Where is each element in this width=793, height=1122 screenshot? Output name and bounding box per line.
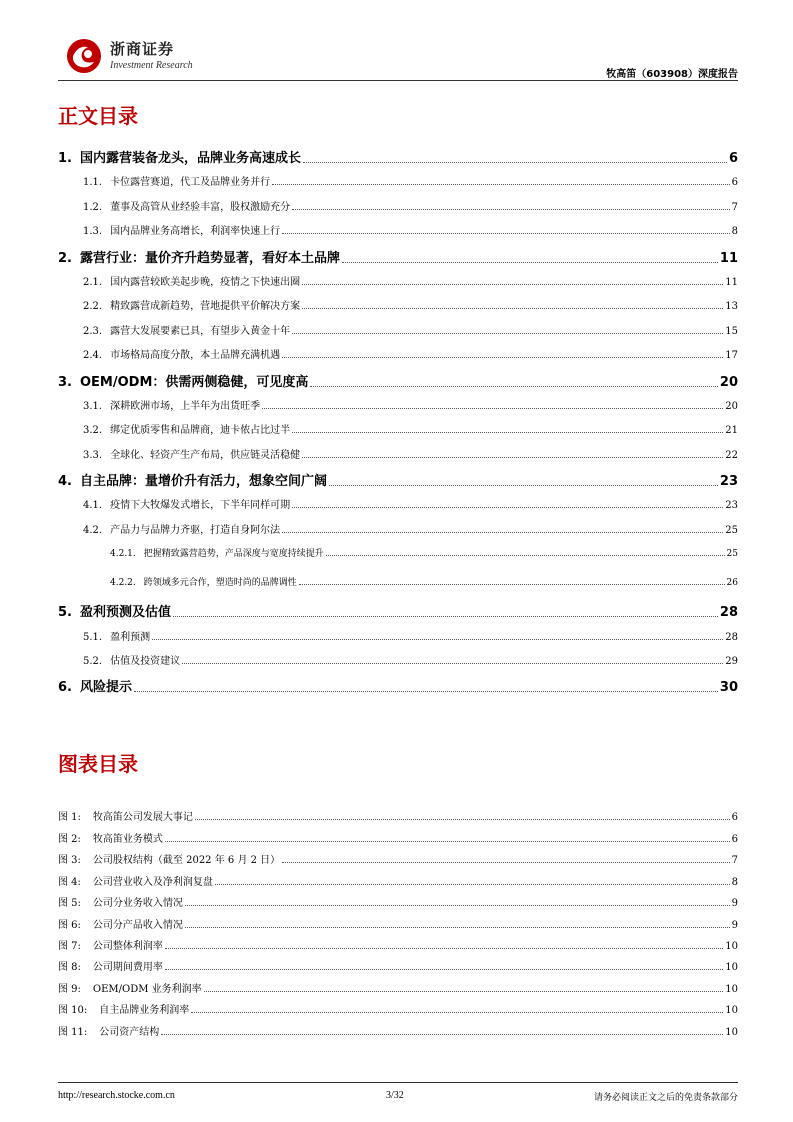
toc-entry[interactable]: 4.2. 产品力与品牌力齐驱，打造自身阿尔法 25 xyxy=(83,525,738,536)
toc-entry[interactable]: 1. 国内露营装备龙头，品牌业务高速成长 6 xyxy=(58,151,738,166)
toc-entry[interactable]: 1.1. 卡位露营赛道，代工及品牌业务并行 6 xyxy=(83,177,738,188)
figure-entry[interactable]: 图 1: 牧高笛公司发展大事记 6 xyxy=(58,812,738,823)
toc-entry[interactable]: 2. 露营行业：量价齐升趋势显著，看好本土品牌 11 xyxy=(58,251,738,266)
toc-title: 正文目录 xyxy=(58,104,138,128)
footer-divider xyxy=(58,1082,738,1083)
toc-entry[interactable]: 6. 风险提示 30 xyxy=(58,680,738,695)
figure-entry[interactable]: 图 3: 公司股权结构（截至 2022 年 6 月 2 日） 7 xyxy=(58,855,738,866)
brand-name: 浙商证券 xyxy=(110,40,175,58)
brand-subtitle: Investment Research xyxy=(110,60,193,71)
footer-url[interactable]: http://research.stocke.com.cn xyxy=(58,1090,175,1101)
zheshang-logo-icon xyxy=(64,36,104,76)
figure-list-title: 图表目录 xyxy=(58,752,138,776)
figure-entry[interactable]: 图 5: 公司分业务收入情况 9 xyxy=(58,898,738,909)
toc-entry[interactable]: 3.1. 深耕欧洲市场，上半年为出货旺季 20 xyxy=(83,401,738,412)
toc-entry[interactable]: 4.2.2. 跨领域多元合作，塑造时尚的品牌调性 26 xyxy=(110,578,738,588)
figure-entry[interactable]: 图 4: 公司营业收入及净利润复盘 8 xyxy=(58,877,738,888)
toc-entry[interactable]: 4.2.1. 把握精致露营趋势，产品深度与宽度持续提升 25 xyxy=(110,549,738,559)
figure-entry[interactable]: 图 10: 自主品牌业务利润率 10 xyxy=(58,1005,738,1016)
report-title: 牧高笛（603908）深度报告 xyxy=(606,69,738,80)
toc-entry[interactable]: 3.2. 绑定优质零售和品牌商，迪卡侬占比过半 21 xyxy=(83,425,738,436)
toc-entry[interactable]: 5.1. 盈利预测 28 xyxy=(83,632,738,643)
page-header xyxy=(58,34,738,82)
figure-entry[interactable]: 图 11: 公司资产结构 10 xyxy=(58,1027,738,1038)
toc-entry[interactable]: 2.1. 国内露营较欧美起步晚，疫情之下快速出圈 11 xyxy=(83,277,738,288)
toc-entry[interactable]: 4. 自主品牌：量增价升有活力，想象空间广阔 23 xyxy=(58,474,738,489)
toc-entry[interactable]: 2.4. 市场格局高度分散，本土品牌充满机遇 17 xyxy=(83,350,738,361)
toc-entry[interactable]: 4.1. 疫情下大牧爆发式增长，下半年同样可期 23 xyxy=(83,500,738,511)
figure-entry[interactable]: 图 8: 公司期间费用率 10 xyxy=(58,962,738,973)
toc-entry[interactable]: 1.2. 董事及高管从业经验丰富，股权激励充分 7 xyxy=(83,202,738,213)
toc-entry[interactable]: 2.3. 露营大发展要素已具，有望步入黄金十年 15 xyxy=(83,326,738,337)
toc-entry[interactable]: 5.2. 估值及投资建议 29 xyxy=(83,656,738,667)
footer-disclaimer: 请务必阅读正文之后的免责条款部分 xyxy=(593,1093,738,1103)
toc-entry[interactable]: 5. 盈利预测及估值 28 xyxy=(58,605,738,620)
toc-entry[interactable]: 3. OEM/ODM：供需两侧稳健，可见度高 20 xyxy=(58,375,738,390)
figure-entry[interactable]: 图 7: 公司整体利润率 10 xyxy=(58,941,738,952)
toc-entry[interactable]: 2.2. 精致露营成新趋势，营地提供平价解决方案 13 xyxy=(83,301,738,312)
toc-entry[interactable]: 1.3. 国内品牌业务高增长，利润率快速上行 8 xyxy=(83,226,738,237)
page-number: 3/32 xyxy=(386,1090,404,1101)
figure-entry[interactable]: 图 9: OEM/ODM 业务利润率 10 xyxy=(58,984,738,995)
figure-entry[interactable]: 图 6: 公司分产品收入情况 9 xyxy=(58,920,738,931)
toc-entry[interactable]: 3.3. 全球化、轻资产生产布局，供应链灵活稳健 22 xyxy=(83,450,738,461)
header-divider xyxy=(58,80,738,81)
figure-entry[interactable]: 图 2: 牧高笛业务模式 6 xyxy=(58,834,738,845)
